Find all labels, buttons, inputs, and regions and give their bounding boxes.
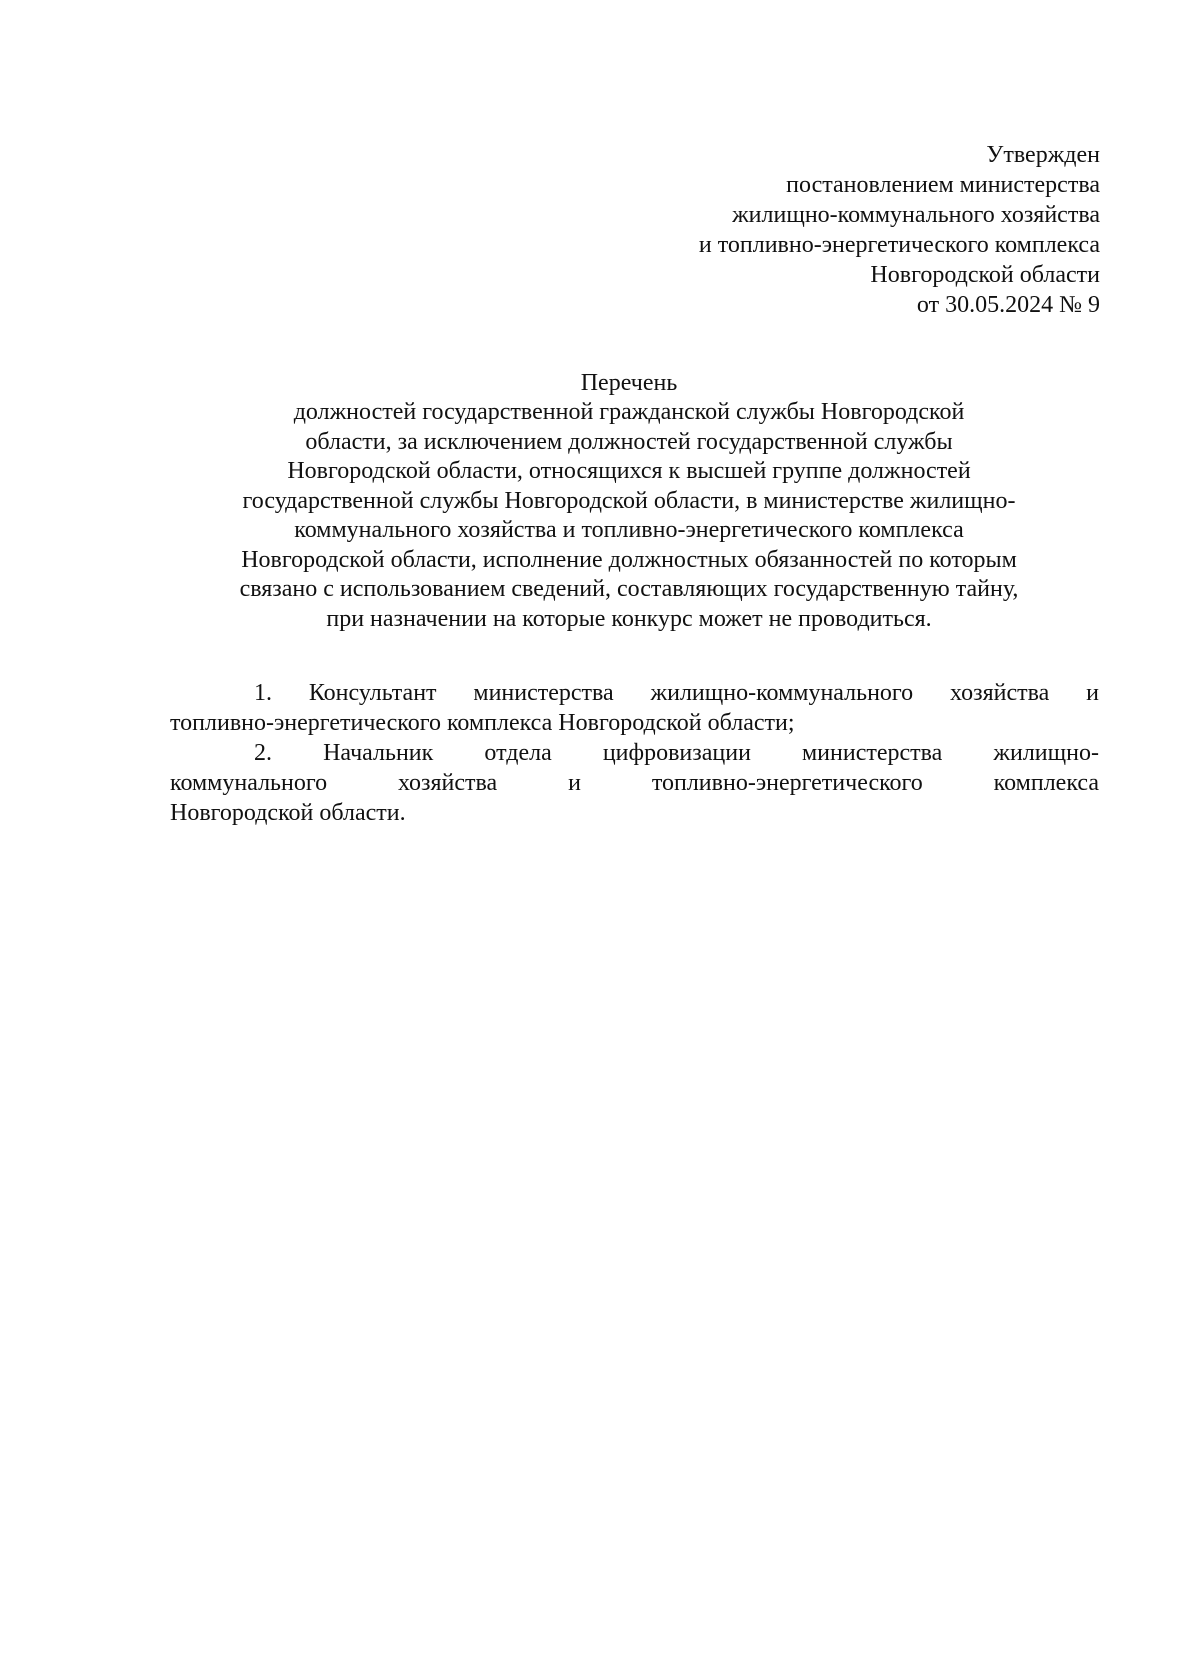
approval-line: постановлением министерства [786, 172, 1100, 198]
positions-list [170, 678, 1099, 828]
subtitle-line: Новгородской области, исполнение должностных обязанностей по которым [241, 546, 1017, 573]
list-item-first-line [170, 738, 1099, 768]
list-item-line: топливно-энергетического комплекса Новгородской области; [170, 710, 795, 736]
list-item-word: министерства [801, 740, 943, 766]
subtitle-line: государственной службы Новгородской области, в министерстве жилищно- [242, 487, 1016, 514]
subtitle-line: коммунального хозяйства и топливно-энергетического комплекса [294, 517, 964, 543]
list-item-word: жилищно- [993, 740, 1099, 766]
list-item-word: Консультант [308, 680, 437, 706]
list-item-word: отдела [484, 740, 552, 766]
approval-line: и топливно-энергетического комплекса [698, 232, 1100, 258]
list-item-word: Начальник [323, 740, 434, 766]
list-item-word: топливно-энергетического [651, 770, 923, 796]
approval-line: Утвержден [986, 142, 1100, 168]
list-item-word: жилищно-коммунального [650, 680, 914, 706]
list-item-word: и [1086, 680, 1099, 706]
list-item [170, 738, 1099, 828]
subtitle-line: при назначении на которые конкурс может не проводиться. [326, 605, 932, 632]
subtitle-line: области, за исключением должностей государственной службы [305, 428, 953, 455]
list-item-word: 2. [254, 740, 272, 766]
list-item-word: 1. [254, 680, 272, 706]
list-item-word: и [568, 770, 581, 796]
approval-date-line: от 30.05.2024 № 9 [916, 292, 1100, 318]
list-item [170, 678, 1099, 738]
list-item-word: хозяйства [950, 680, 1050, 706]
list-item-word: министерства [473, 680, 614, 706]
subtitle-line: должностей государственной гражданской службы Новгородской [293, 399, 965, 425]
list-item-first-line [170, 678, 1099, 708]
list-item-word: комплекса [993, 770, 1099, 796]
document-subtitle [160, 398, 1098, 634]
subtitle-line: Новгородской области, относящихся к высшей группе должностей [287, 458, 971, 484]
list-item-word: цифровизации [602, 740, 751, 766]
subtitle-line: связано с использованием сведений, составляющих государственную тайну, [239, 576, 1019, 602]
list-item-word: коммунального [170, 770, 328, 796]
list-item-line: Новгородской области. [170, 800, 406, 826]
approval-line: Новгородской области [870, 262, 1100, 288]
list-item-second-line [170, 768, 1099, 798]
document-title: Перечень [580, 370, 678, 396]
approval-line: жилищно-коммунального хозяйства [732, 202, 1100, 228]
list-item-word: хозяйства [397, 770, 498, 796]
approval-stamp [540, 140, 1100, 320]
